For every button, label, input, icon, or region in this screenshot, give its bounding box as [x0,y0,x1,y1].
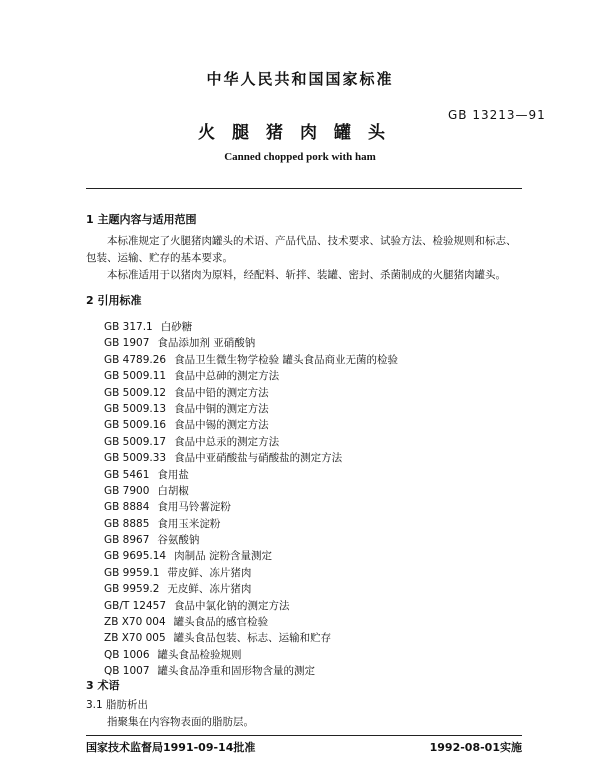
reference-item [104,565,398,581]
reference-title: 食品中铜的测定方法 [174,402,269,415]
reference-title: 食品卫生微生物学检验 罐头食品商业无菌的检验 [174,353,398,366]
reference-title: 食品中锡的测定方法 [174,419,269,432]
reference-code: GB 317.1 [104,321,153,333]
reference-item [104,499,398,515]
reference-title: 食用盐 [157,468,189,481]
reference-title: 无皮鲜、冻片猪肉 [167,583,252,596]
section-3-heading: 3 术语 [86,679,120,692]
reference-title: 白胡椒 [157,484,189,497]
section-1-heading: 1 主题内容与适用范围 [86,213,197,226]
reference-code: GB 5009.11 [104,370,167,383]
reference-title: 罐头食品包装、标志、运输和贮存 [173,632,332,645]
document-title-en: Canned chopped pork with ham [224,151,376,163]
reference-title: 罐头食品的感官检验 [173,616,269,629]
reference-title: 食品中总砷的测定方法 [174,370,280,383]
reference-item [104,548,398,564]
footer-divider [86,735,522,736]
reference-code: GB 1907 [104,337,150,350]
reference-code: GB 7900 [104,484,150,497]
reference-code: GB 5009.13 [104,402,167,415]
reference-code: QB 1006 [104,648,150,661]
reference-item [104,368,398,384]
reference-item [104,467,398,483]
reference-item [104,598,398,614]
reference-title: 带皮鲜、冻片猪肉 [167,566,252,579]
effective-date: 1992-08-01实施 [429,741,522,754]
reference-title: 肉制品 淀粉含量测定 [174,550,272,563]
section-3-1-heading: 3.1 脂肪析出 [86,699,149,711]
reference-code: GB 9695.14 [104,550,167,563]
reference-item [104,483,398,499]
reference-item [104,335,398,351]
reference-item [104,434,398,450]
reference-title: 食品中总汞的测定方法 [174,435,280,448]
reference-title: 食品添加剂 亚硝酸钠 [157,337,256,350]
reference-code: GB 9959.2 [104,583,160,596]
reference-code: GB 9959.1 [104,566,160,579]
issuing-authority: 中华人民共和国国家标准 [206,70,394,88]
reference-title: 谷氨酸钠 [157,534,200,547]
document-title-cn: 火腿猪肉罐头 [198,123,402,143]
reference-code: GB 8967 [104,534,150,547]
reference-title: 食品中铅的测定方法 [174,386,269,399]
section-1-paragraph-2: 本标准适用于以猪肉为原料，经配料、斩拌、装罐、密封、杀菌制成的火腿猪肉罐头。 [107,269,506,281]
reference-title: 食品中亚硝酸盐与硝酸盐的测定方法 [174,452,343,465]
reference-item [104,385,398,401]
reference-code: GB 5009.33 [104,452,167,465]
reference-item [104,532,398,548]
reference-item [104,647,398,663]
reference-code: GB 5009.16 [104,419,167,432]
reference-code: GB 8885 [104,517,150,530]
reference-code: QB 1007 [104,665,150,678]
section-3-1-text: 指聚集在内容物表面的脂肪层。 [107,716,254,728]
reference-code: ZB X70 005 [104,632,166,645]
reference-code: ZB X70 004 [104,616,166,629]
reference-code: GB 5009.17 [104,435,167,448]
reference-code: GB 4789.26 [104,353,167,366]
reference-item [104,319,398,335]
reference-code: GB 5461 [104,468,150,481]
reference-title: 食品中氯化钠的测定方法 [174,599,290,612]
reference-title: 食用玉米淀粉 [157,517,221,530]
standard-number: GB 13213—91 [448,108,546,122]
reference-title: 食用马铃薯淀粉 [157,501,231,514]
reference-item [104,401,398,417]
reference-code: GB/T 12457 [104,599,167,612]
approval-date: 国家技术监督局1991-09-14批准 [86,741,256,754]
reference-item [104,516,398,532]
reference-item [104,581,398,597]
reference-code: GB 5009.12 [104,386,167,399]
reference-code: GB 8884 [104,501,150,514]
reference-item [104,352,398,368]
reference-item [104,417,398,433]
reference-item [104,450,398,466]
referenced-standards-list [104,319,398,680]
reference-item [104,663,398,679]
reference-item [104,630,398,646]
header-divider [86,188,522,189]
section-1-paragraph-1: 本标准规定了火腿猪肉罐头的术语、产品代品、技术要求、试验方法、检验规则和标志、包装、运输、贮存的基本要求。 [86,235,517,264]
section-2-heading: 2 引用标准 [86,294,142,307]
reference-title: 罐头食品检验规则 [157,648,242,661]
reference-title: 白砂糖 [160,321,193,333]
reference-title: 罐头食品净重和固形物含量的测定 [157,665,316,678]
reference-item [104,614,398,630]
